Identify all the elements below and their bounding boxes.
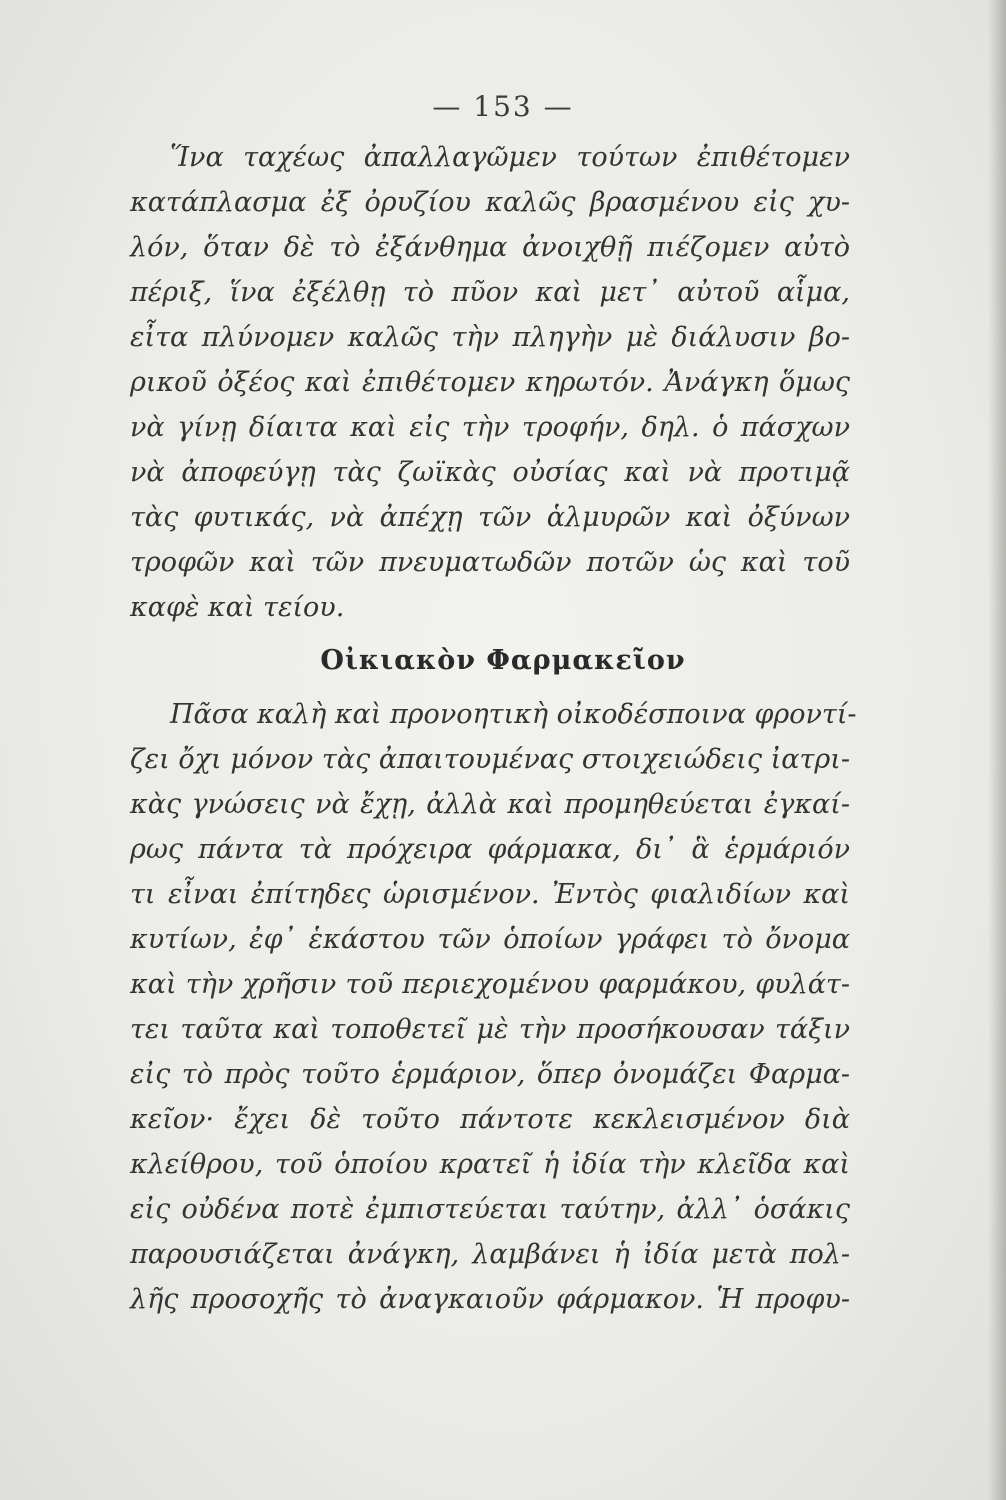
text-line: ρως πάντα τὰ πρόχειρα φάρμακα, δι᾽ ἃ ἑρμάριόν <box>130 834 850 865</box>
text-line: Πᾶσα καλὴ καὶ προνοητικὴ οἰκοδέσποινα φροντί- <box>170 699 857 730</box>
text-line: τι εἶναι ἐπίτηδες ὡρισμένον. Ἐντὸς φιαλιδίων καὶ <box>130 879 850 910</box>
text-line: κεῖον· ἔχει δὲ τοῦτο πάντοτε κεκλεισμένον διὰ <box>130 1104 850 1135</box>
section-title: Οἰκιακὸν Φαρμακεῖον <box>320 645 686 676</box>
text-line: λῆς προσοχῆς τὸ ἀναγκαιοῦν φάρμακον. Ἡ προφυ- <box>130 1284 850 1315</box>
text-line: κὰς γνώσεις νὰ ἔχῃ, ἀλλὰ καὶ προμηθεύεται ἐγκαί- <box>130 789 850 820</box>
text-line: ζει ὄχι μόνον τὰς ἀπαιτουμένας στοιχειώδεις ἰατρι- <box>130 744 850 775</box>
text-line: Ἵνα ταχέως ἀπαλλαγῶμεν τούτων ἐπιθέτομεν <box>170 142 850 173</box>
text-line: καφὲ καὶ τείου. <box>130 592 345 623</box>
text-line: παρουσιάζεται ἀνάγκη, λαμβάνει ἡ ἰδία μετὰ πολ- <box>130 1239 850 1270</box>
text-line: εἰς τὸ πρὸς τοῦτο ἑρμάριον, ὅπερ ὀνομάζει Φαρμα- <box>130 1059 850 1090</box>
paragraph-1 <box>130 135 850 630</box>
paragraph-2 <box>130 692 857 1322</box>
text-line: κατάπλασμα ἐξ ὀρυζίου καλῶς βρασμένου εἰς χυ- <box>130 187 850 218</box>
text-line: εἶτα πλύνομεν καλῶς τὴν πληγὴν μὲ διάλυσιν βο- <box>130 322 850 353</box>
text-line: τὰς φυτικάς, νὰ ἀπέχῃ τῶν ἁλμυρῶν καὶ ὀξύνων <box>130 502 850 533</box>
text-line: εἰς οὐδένα ποτὲ ἐμπιστεύεται ταύτην, ἀλλ᾽ ὁσάκις <box>130 1194 850 1225</box>
text-line: τροφῶν καὶ τῶν πνευματωδῶν ποτῶν ὡς καὶ τοῦ <box>130 547 850 578</box>
text-line: ρικοῦ ὀξέος καὶ ἐπιθέτομεν κηρωτόν. Ἀνάγκη ὅμως <box>130 367 850 398</box>
page-number: — 153 — <box>432 90 574 123</box>
text-line: κλείθρου, τοῦ ὁποίου κρατεῖ ἡ ἰδία τὴν κλεῖδα καὶ <box>130 1149 850 1180</box>
text-line: κυτίων, ἐφ᾽ ἑκάστου τῶν ὁποίων γράφει τὸ ὄνομα <box>130 924 850 955</box>
text-line: πέριξ, ἵνα ἐξέλθῃ τὸ πῦον καὶ μετ᾽ αὐτοῦ αἷμα, <box>130 277 850 308</box>
page-edge-shadow <box>988 0 1006 1500</box>
text-line: νὰ γίνῃ δίαιτα καὶ εἰς τὴν τροφήν, δηλ. ὁ πάσχων <box>130 412 850 443</box>
text-line: λόν, ὅταν δὲ τὸ ἐξάνθημα ἀνοιχθῇ πιέζομεν αὐτὸ <box>130 232 850 263</box>
text-line: καὶ τὴν χρῆσιν τοῦ περιεχομένου φαρμάκου, φυλάτ- <box>130 969 850 1000</box>
text-line: νὰ ἀποφεύγῃ τὰς ζωϊκὰς οὐσίας καὶ νὰ προτιμᾷ <box>130 457 850 488</box>
text-line: τει ταῦτα καὶ τοποθετεῖ μὲ τὴν προσήκουσαν τάξιν <box>130 1014 850 1045</box>
